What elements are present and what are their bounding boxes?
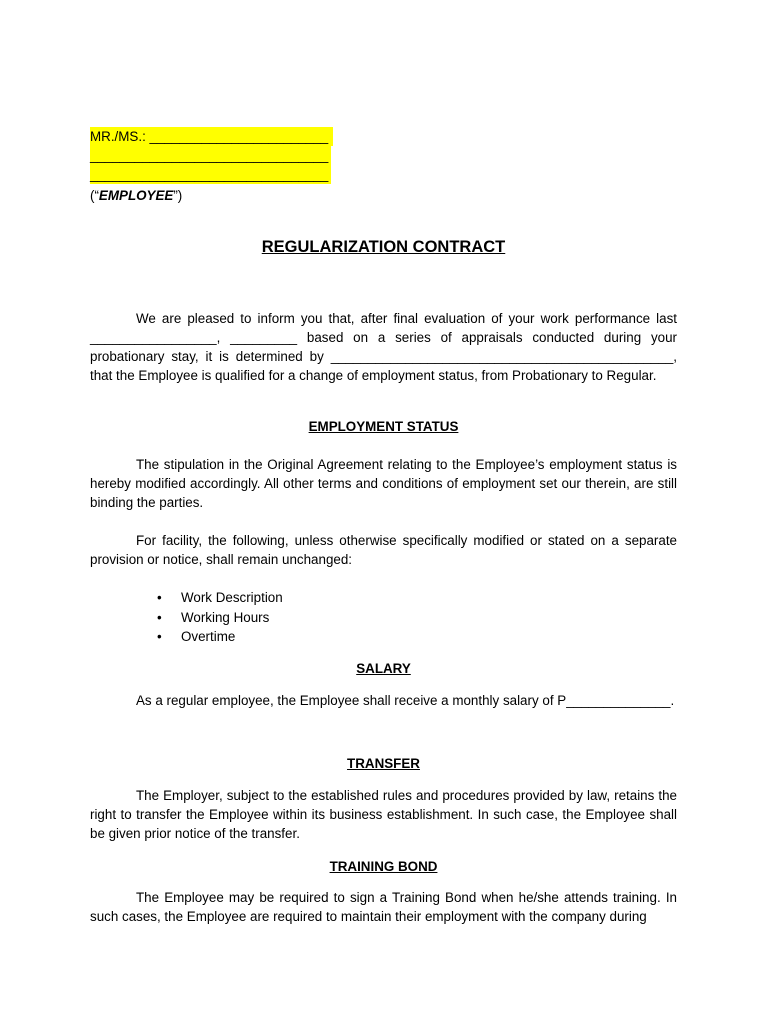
list-item — [90, 627, 677, 647]
document-title: REGULARIZATION CONTRACT — [261, 238, 506, 256]
unchanged-items-list — [90, 588, 677, 647]
recipient-block — [90, 127, 677, 205]
salary-paragraph: As a regular employee, the Employee shall receive a monthly salary of P______________. — [136, 693, 675, 708]
employment-status-heading: EMPLOYMENT STATUS — [308, 419, 459, 434]
transfer-heading: TRANSFER — [347, 756, 420, 771]
list-item — [90, 608, 677, 628]
recipient-blank-line-1: ________________________________ — [90, 146, 331, 165]
employee-designation — [90, 186, 677, 205]
employee-open-quote: (“ — [90, 188, 99, 203]
training-bond-heading: TRAINING BOND — [329, 859, 438, 874]
employee-word: EMPLOYEE — [98, 188, 174, 203]
recipient-name-line: MR./MS.: ________________________ — [90, 127, 333, 146]
list-item-label: Working Hours — [181, 609, 270, 625]
employment-status-paragraph-2: For facility, the following, unless otherwise specifically modified or stated on a separate provision or notice, shall remain unchanged: — [90, 533, 677, 567]
bullet-icon: • — [157, 590, 162, 605]
employment-status-paragraph-1: The stipulation in the Original Agreement relating to the Employee’s employment status is hereby modified accordingly. All other terms and conditions of employment set our therein, are still binding the parties. — [90, 457, 677, 510]
employee-close-quote: ”) — [173, 188, 183, 203]
list-item-label: Work Description — [181, 590, 283, 605]
bullet-icon: • — [157, 609, 162, 625]
salary-heading: SALARY — [356, 661, 411, 676]
list-item — [90, 588, 677, 608]
bullet-icon: • — [157, 629, 162, 644]
training-bond-paragraph: The Employee may be required to sign a Training Bond when he/she attends training. In such cases, the Employee are required to maintain their employment with the company during — [90, 890, 677, 924]
transfer-paragraph: The Employer, subject to the established rules and procedures provided by law, retains the right to transfer the Employee within its business establishment. In such case, the Employee shall be given prior notice of the transfer. — [90, 788, 677, 841]
recipient-blank-line-2: ________________________________ — [90, 165, 331, 184]
list-item-label: Overtime — [181, 629, 236, 644]
intro-paragraph: We are pleased to inform you that, after final evaluation of your work performance last _________________, _________ based on a series of appraisals conducted during your probationary stay, it is determined by ______________________________________________, that the Employee is qualified for a change of employment status, from Probationary to Regular. — [90, 311, 677, 383]
